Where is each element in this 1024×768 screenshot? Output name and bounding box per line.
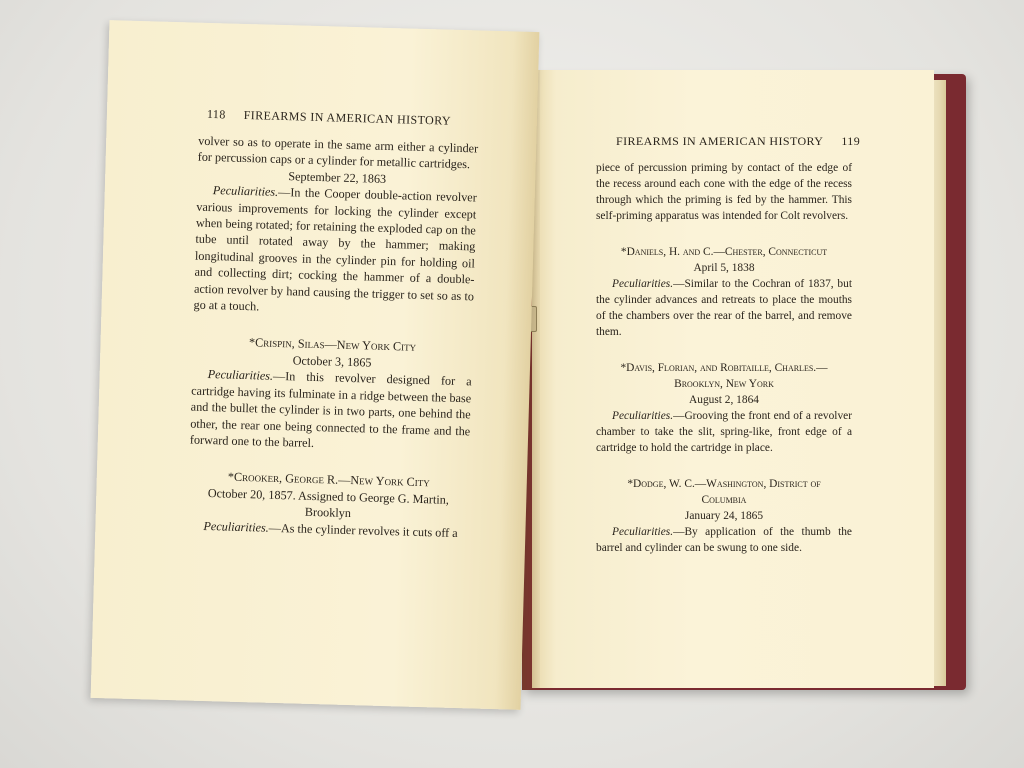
entry-title-daniels: *Daniels, H. and C.—Chester, Connecticut [620, 246, 828, 258]
entry-body-cooper: Peculiarities.—In the Cooper double-action revolver various improvements for locking the cylinder except when being rotated; for retaining the exploded cap on the tube until rotated away by the hammer; making longitudinal grooves in the cylinder pin for holding oil and collecting dirt; cocking the hammer of a double-action revolver by hand causing the trigger to set so as to go at a touch. [193, 183, 477, 314]
right-page-number: 119 [841, 134, 861, 148]
entry-body-crispin: Peculiarities.—In this revolver designed for a cartridge having its fulminate in a ridge between the base and the bullet the cylinder is in two parts, one behind the other, the rear one being connected to the frame and the forward one to the barrel. [189, 367, 472, 450]
entry-title-crooker: *Crooker, George R.—New York City [227, 469, 430, 490]
left-continuation: volver so as to operate in the same arm either a cylinder for percussion caps or a cylinder for metallic cartridges. [197, 133, 479, 172]
peculiarities-label: Peculiarities. [612, 410, 674, 422]
entry-title-davis-line2: Brooklyn, New York [674, 378, 774, 390]
right-page [532, 70, 934, 688]
peculiarities-label: Peculiarities. [612, 278, 674, 290]
entry-title-dodge-line2: Columbia [701, 494, 747, 506]
entry-date-cooper: September 22, 1863 [288, 168, 387, 186]
entry-body-crooker: Peculiarities.—As the cylinder revolves it cuts off a [203, 518, 458, 540]
peculiarities-label: Peculiarities. [207, 367, 274, 384]
right-continuation: piece of percussion priming by contact of the edge of the recess around each cone with the edge of the recess through which the priming is fed by the hammer. This self-priming apparatus was intended for Colt revolvers. [596, 162, 852, 222]
left-page [91, 20, 540, 710]
entry-title-crispin: *Crispin, Silas—New York City [248, 335, 417, 355]
entry-date-crispin: October 3, 1865 [292, 353, 372, 370]
entry-date-crooker: October 20, 1857. Assigned to George G. Martin, Brooklyn [207, 485, 450, 521]
entry-date-daniels: April 5, 1838 [693, 262, 755, 274]
entry-date-davis: August 2, 1864 [689, 394, 759, 406]
entry-body-dodge: Peculiarities.—By application of the thumb the barrel and cylinder can be swung to one side. [596, 526, 852, 554]
peculiarities-label: Peculiarities. [212, 183, 279, 200]
right-running-head-title: FIREARMS IN AMERICAN HISTORY [616, 134, 824, 148]
left-running-head [207, 107, 451, 129]
entry-date-dodge: January 24, 1865 [684, 510, 764, 522]
left-running-head-title: FIREARMS IN AMERICAN HISTORY [243, 107, 452, 128]
entry-title-davis-line1: *Davis, Florian, and Robitaille, Charles.— [620, 362, 828, 374]
left-page-number: 118 [206, 106, 226, 122]
right-running-head [616, 134, 860, 149]
peculiarities-label: Peculiarities. [203, 518, 269, 535]
right-page-text [596, 160, 852, 556]
entry-body-daniels: Peculiarities.—Similar to the Cochran of 1837, but the cylinder advances and retreats to place the mouths of the chambers over the rear of the barrel, and remove them. [596, 278, 852, 338]
entry-title-dodge-line1: *Dodge, W. C.—Washington, District of [627, 478, 821, 490]
peculiarities-label: Peculiarities. [612, 526, 674, 538]
left-page-text [187, 133, 478, 542]
entry-body-davis: Peculiarities.—Grooving the front end of a revolver chamber to take the slit, spring-like, front edge of a cartridge to hold the cartridge in place. [596, 410, 852, 454]
